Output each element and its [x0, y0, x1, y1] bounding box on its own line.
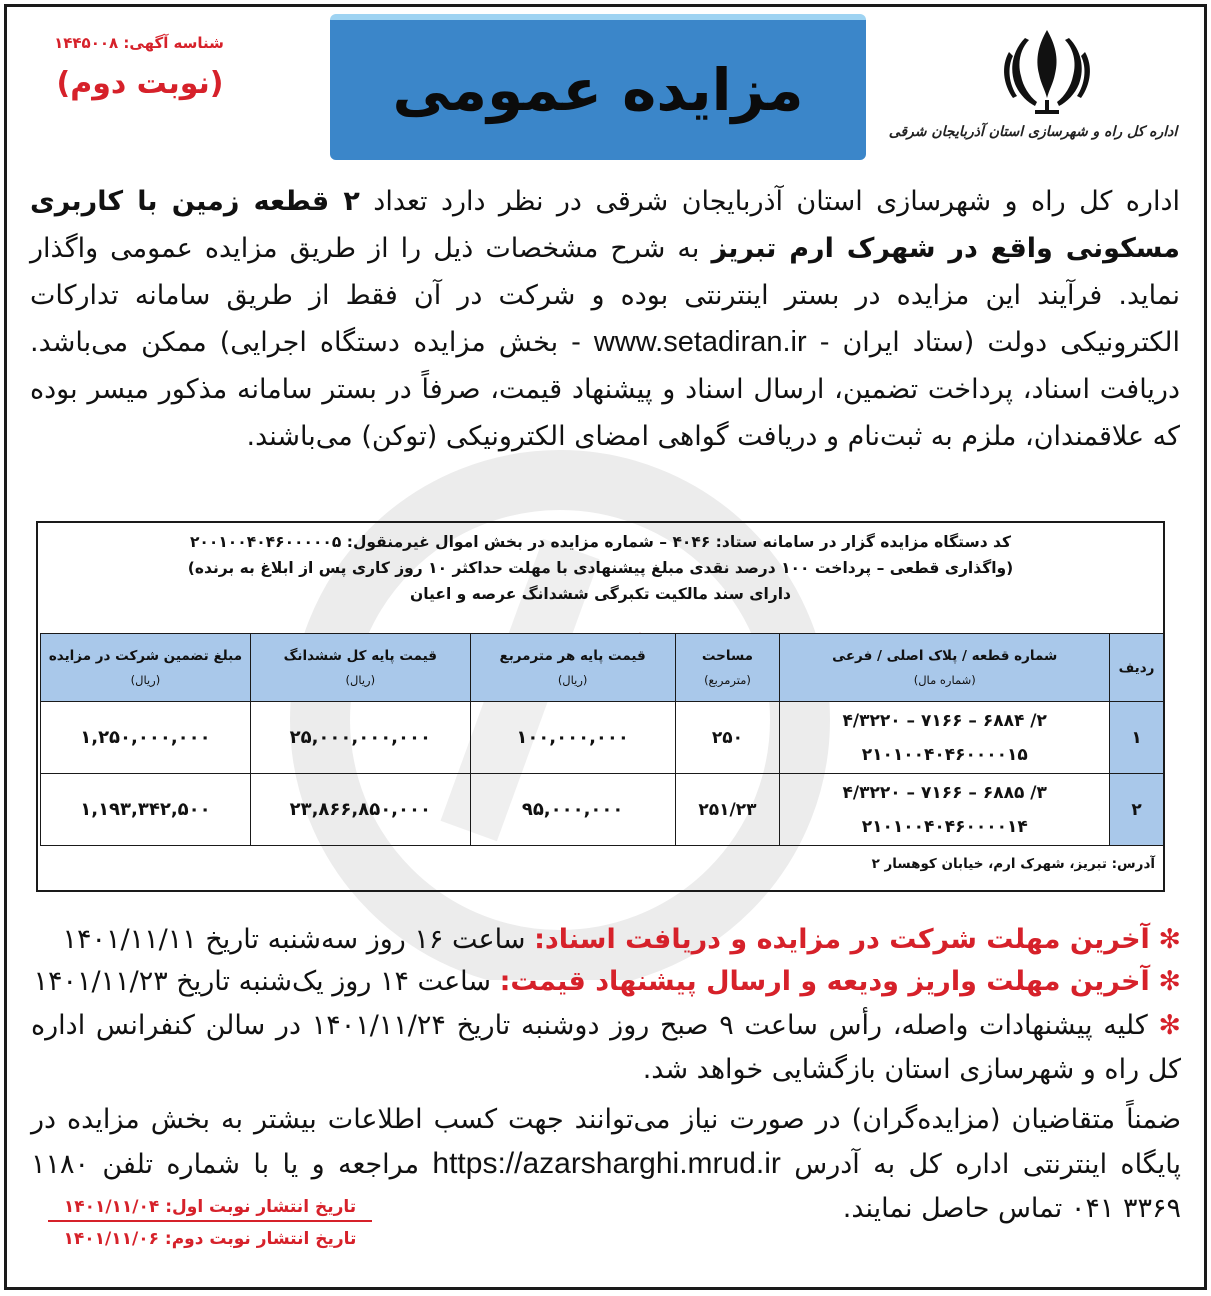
box-line-1: کد دستگاه مزایده گزار در سامانه ستاد: ۴۰۴۶ – شماره مزایده در بخش اموال غیرمنقول: ۲۰۰۱۰۰۴۰۴۶۰۰۰۰۰۵ — [189, 533, 1012, 551]
opening-session-text: کلیه پیشنهادات واصله، رأس ساعت ۹ صبح روز دوشنبه تاریخ ۱۴۰۱/۱۱/۲۴ در سالن کنفرانس اداره کل راه و شهرسازی استان بازگشایی خواهد شد. — [31, 1010, 1181, 1085]
intro-bold: ۲ قطعه زمین با کاربری مسکونی واقع در شهرک ارم تبریز — [30, 186, 1180, 264]
header-total-price: قیمت پایه کل ششدانگ (ریال) — [250, 634, 470, 702]
setadiran-link[interactable]: www.setadiran.ir — [593, 326, 807, 358]
asterisk-icon: ✻ — [1149, 966, 1181, 997]
plots-table — [40, 633, 1164, 846]
address: آدرس: تبریز، شهرک ارم، خیابان کوهسار ۲ — [871, 856, 1155, 872]
table-header-row — [41, 634, 1164, 702]
round-label: (نوبت دوم) — [56, 66, 224, 101]
table-row — [41, 702, 1164, 774]
organization-name: اداره کل راه و شهرسازی استان آذربایجان شرقی — [888, 124, 1178, 140]
table-row — [41, 774, 1164, 846]
plot-number: ۳/ ۶۸۸۵ – ۷۱۶۶ – ۴/۳۲۲۰ — [842, 782, 1047, 803]
total-price-cell: ۲۵,۰۰۰,۰۰۰,۰۰۰ — [250, 702, 470, 774]
intro-text-1: اداره کل راه و شهرسازی استان آذربایجان شرقی در نظر دارد تعداد — [373, 186, 1180, 217]
box-header — [38, 529, 1163, 607]
row-number: ۱ — [1110, 702, 1164, 774]
deadline-2-label: آخرین مهلت واریز ودیعه و ارسال پیشنهاد قیمت: — [499, 966, 1150, 997]
ad-id: شناسه آگهی: ۱۴۴۵۰۰۸ — [54, 34, 224, 52]
asset-number: ۲۱۰۱۰۰۴۰۴۶۰۰۰۰۱۴ — [861, 816, 1028, 837]
header-unit-price: قیمت پایه هر مترمربع (ریال) — [470, 634, 675, 702]
closing-text-1: ضمناً متقاضیان (مزایده‌گران) در صورت نیاز می‌توانند جهت کسب اطلاعات بیشتر به بخش مزایده در پایگاه اینترنتی اداره کل به آدرس — [31, 1104, 1181, 1180]
guarantee-cell: ۱,۲۵۰,۰۰۰,۰۰۰ — [41, 702, 251, 774]
deadline-2-text: ساعت ۱۴ روز یک‌شنبه تاریخ ۱۴۰۱/۱۱/۲۳ — [33, 966, 492, 997]
plot-cell — [780, 702, 1110, 774]
area-cell: ۲۵۱/۲۳ — [675, 774, 780, 846]
asterisk-icon: ✻ — [1147, 1010, 1181, 1041]
asterisk-icon: ✻ — [1149, 924, 1181, 955]
header-row-number: ردیف — [1110, 634, 1164, 702]
guarantee-cell: ۱,۱۹۳,۳۴۲,۵۰۰ — [41, 774, 251, 846]
intro-paragraph — [30, 178, 1180, 460]
box-line-3: دارای سند مالکیت تکبرگی ششدانگ عرصه و اعیان — [410, 585, 791, 603]
total-price-cell: ۲۳,۸۶۶,۸۵۰,۰۰۰ — [250, 774, 470, 846]
area-cell: ۲۵۰ — [675, 702, 780, 774]
title-banner — [330, 14, 866, 160]
intro-text-3: - بخش مزایده دستگاه اجرایی) ممکن می‌باشد. دریافت اسناد، پرداخت تضمین، ارسال اسناد و پیشنهاد قیمت، صرفاً در بستر سامانه مذکور میسر بوده که علاقمندان، ملزم به ثبت‌نام و دریافت گواهی امضای الکترونیکی (توکن) می‌باشند. — [30, 327, 1180, 452]
deadline-1-text: ساعت ۱۶ روز سه‌شنبه تاریخ ۱۴۰۱/۱۱/۱۱ — [62, 924, 526, 955]
closing-text-2: مراجعه و یا با شماره تلفن ۱۱۸۰ ۳۳۶۹ ۰۴۱ تماس حاصل نمایند. — [31, 1149, 1181, 1224]
unit-price-cell: ۱۰۰,۰۰۰,۰۰۰ — [470, 702, 675, 774]
publication-date-second: تاریخ انتشار نوبت دوم: ۱۴۰۱/۱۱/۰۶ — [63, 1229, 357, 1249]
page-title: مزایده عمومی — [392, 56, 804, 124]
unit-price-cell: ۹۵,۰۰۰,۰۰۰ — [470, 774, 675, 846]
deadline-1-label: آخرین مهلت شرکت در مزایده و دریافت اسناد: — [534, 924, 1150, 955]
publication-date-first: تاریخ انتشار نوبت اول: ۱۴۰۱/۱۱/۰۴ — [48, 1194, 372, 1222]
asset-number: ۲۱۰۱۰۰۴۰۴۶۰۰۰۰۱۵ — [861, 744, 1028, 765]
row-number: ۲ — [1110, 774, 1164, 846]
plot-cell — [780, 774, 1110, 846]
deadline-deposit — [31, 962, 1181, 1002]
header-guarantee: مبلغ تضمین شرکت در مزایده (ریال) — [41, 634, 251, 702]
intro-text-2: به شرح مشخصات ذیل را از طریق مزایده عمومی واگذار نماید. فرآیند این مزایده در بستر اینترنتی بوده و شرکت در آن فقط از طریق سامانه تدارکات الکترونیکی دولت (ستاد ایران - — [30, 233, 1180, 358]
header-area: مساحت (مترمربع) — [675, 634, 780, 702]
deadline-participation — [31, 920, 1181, 960]
auction-details-box — [36, 521, 1165, 892]
box-line-2: (واگذاری قطعی – پرداخت ۱۰۰ درصد نقدی مبلغ پیشنهادی با مهلت حداکثر ۱۰ روز کاری پس از ابلاغ به برنده) — [187, 559, 1014, 577]
azarsharghi-link[interactable]: https://azarsharghi.mrud.ir — [432, 1147, 781, 1180]
header-plot: شماره قطعه / پلاک اصلی / فرعی (شماره مال) — [780, 634, 1110, 702]
plot-number: ۲/ ۶۸۸۴ – ۷۱۶۶ – ۴/۳۲۲۰ — [842, 710, 1047, 731]
opening-session — [31, 1004, 1181, 1092]
iran-emblem-icon — [995, 24, 1099, 116]
